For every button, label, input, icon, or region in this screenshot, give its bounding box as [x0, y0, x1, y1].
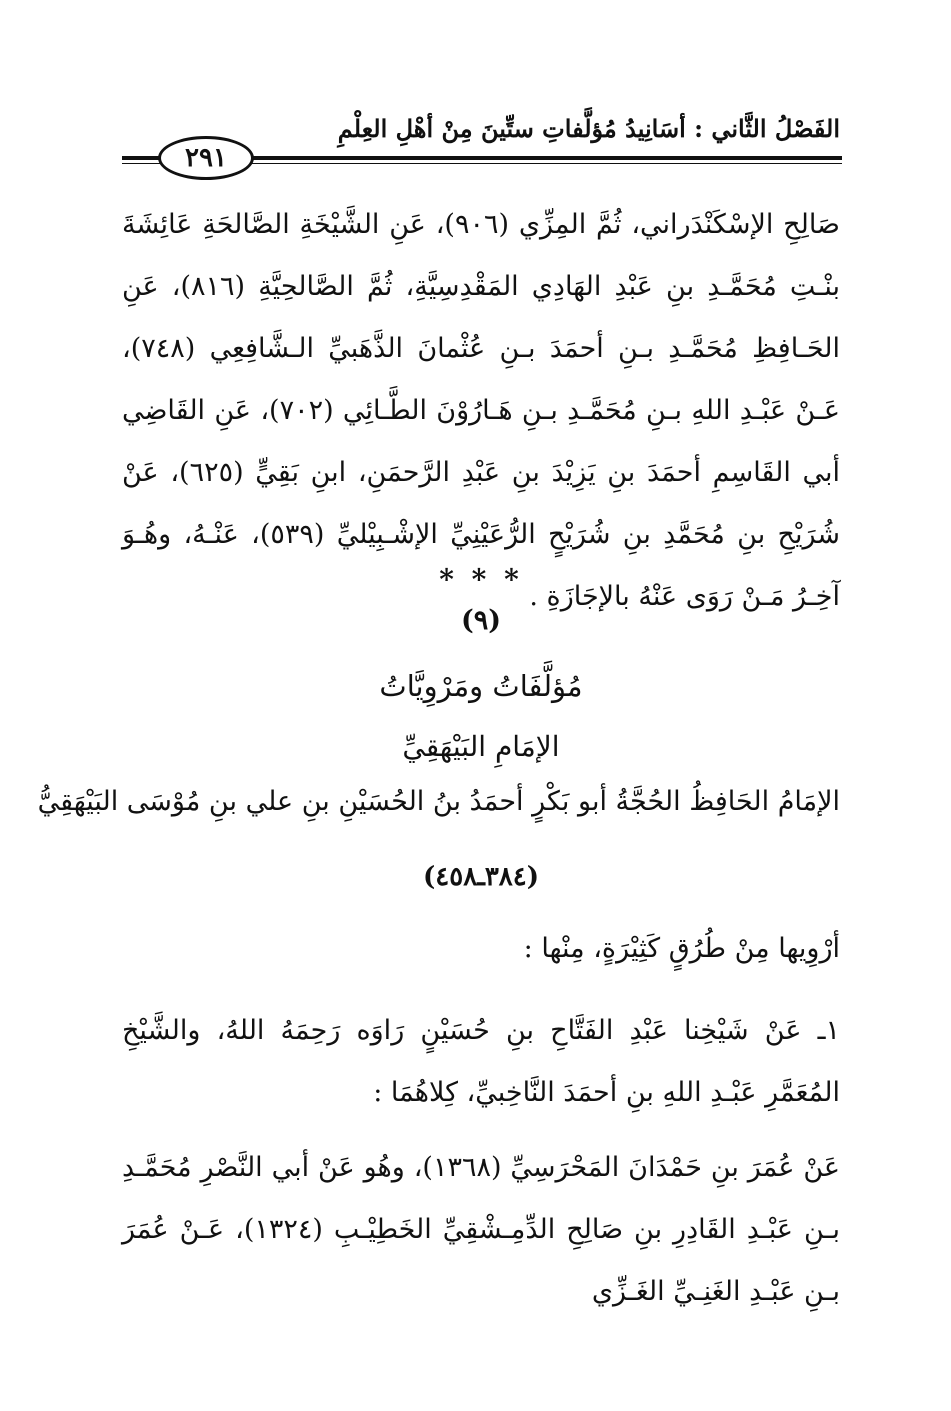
paragraph-chain-2	[122, 1137, 840, 1323]
section-title: مُؤلَّفَاتُ ومَرْوِيَّاتُ	[379, 669, 583, 703]
section-separator-stars: * * *	[439, 563, 523, 596]
imam-full-name: الإمَامُ الحَافِظُ الحُجَّةُ أبو بَكْرٍ أحمَدُ بنُ الحُسَيْنِ بنِ علي بنِ مُوْسَى البَيْهَقِيُّ	[37, 786, 840, 817]
paragraph-2-text: عَنْ عُمَرَ بنِ حَمْدَانَ المَحْرَسِيِّ (١٣٦٨)، وهُو عَنْ أبي النَّصْرِ مُحَمَّـدِ بـنِ عَبْـدِ القَادِرِ بنِ صَالِحِ الدِّمِـشْقِيِّ الخَطِيْـبِ (١٣٢٤)، عَـنْ عُمَرَ بـنِ عَبْـدِ الغَنِـيِّ الغَـزِّي	[122, 1152, 840, 1307]
section-number: (٩)	[460, 605, 502, 636]
page-number: ٢٩١	[158, 136, 254, 180]
paragraph-1-text: صَالِحِ الإسْكَنْدَراني، ثُمَّ المِزِّي (٩٠٦)، عَنِ الشَّيْخَةِ الصَّالحَةِ عَائِشَةَ بنْـتِ مُحَمَّـدِ بنِ عَبْدِ الهَادِي المَقْدِسِيَّةِ، ثُمَّ الصَّالحِيَّةِ (٨١٦)، عَنِ الحَـافِظِ مُحَمَّـدِ بـنِ أحمَدَ بـنِ عُثْمانَ الذَّهَبيِّ الـشَّافِعِي (٧٤٨)، عَـنْ عَبْـدِ اللهِ بـنِ مُحَمَّـدِ بـنِ هَـارُوْنَ الطَّـائِي (٧٠٢)، عَنِ القَاضِي أبي القَاسِمِ أحمَدَ بنِ يَزِيْدَ بنِ عَبْدِ الرَّحمَنِ، ابنِ بَقِيٍّ (٦٢٥)، عَنْ شُرَيْحِ بنِ مُحَمَّدِ بنِ شُرَيْحٍ الرُّعَيْنِيِّ الإشْـبِيْليِّ (٥٣٩)، عَنْـهُ، وهُـوَ آخِـرُ مَـنْ رَوَى عَنْهُ بالإجَازَةِ .	[122, 209, 840, 612]
intro-line	[122, 918, 840, 980]
running-header-title: الفَصْلُ الثَّاني : أسَانِيدُ مُؤلَّفاتِ ستِّينَ مِنْ أهْلِ العِلْمِ	[337, 114, 840, 143]
list-item-1	[122, 1000, 840, 1124]
imam-title: الإمَامِ البَيْهَقِيِّ	[402, 730, 560, 763]
imam-dates: (٣٨٤ـ٤٥٨)	[422, 862, 540, 892]
list-item-1-text: ١ـ عَنْ شَيْخِنا عَبْدِ الفَتَّاحِ بنِ حُسَيْنٍ رَاوَه رَحِمَهُ اللهُ، والشَّيْخِ المُعَمَّرِ عَبْـدِ اللهِ بنِ أحمَدَ النَّاخِبيِّ، كِلاهُمَا :	[122, 1015, 840, 1108]
intro-line-text: أرْوِيها مِنْ طُرُقٍ كَثِيْرَةٍ، مِنْها :	[523, 933, 840, 964]
